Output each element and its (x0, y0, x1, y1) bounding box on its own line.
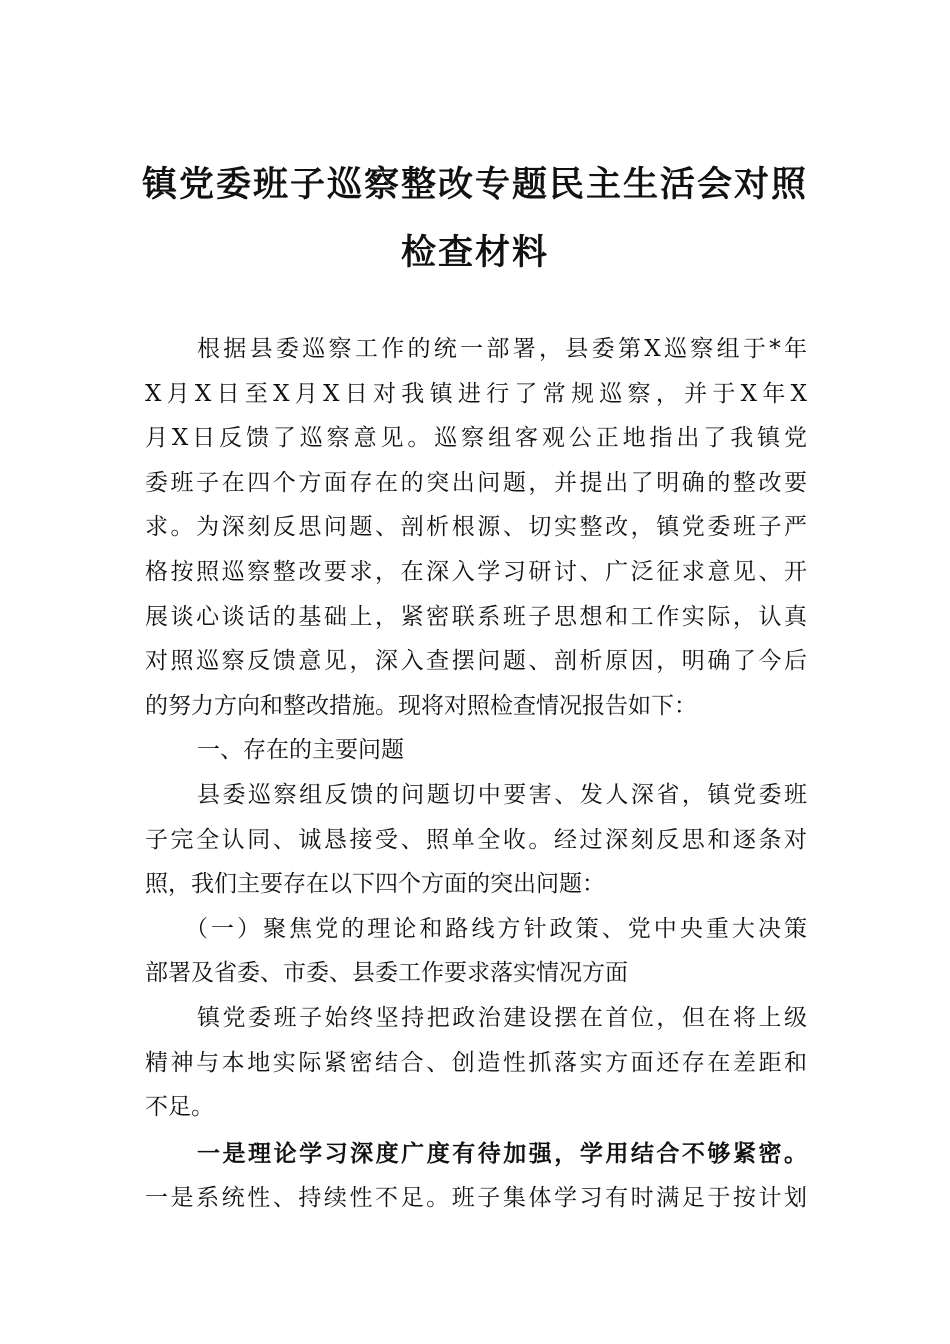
text-line: 的努力方向和整改措施。现将对照检查情况报告如下： (145, 692, 697, 719)
document-title-line-1: 镇党委班子巡察整改专题民主生活会对照 (141, 164, 808, 205)
section-paragraph (145, 773, 807, 907)
text-line: X月X日至X月X日对我镇进行了常规巡察，并于X年X (145, 380, 807, 407)
document-body (145, 327, 807, 1221)
text-line: 精神与本地实际紧密结合、创造性抓落实方面还存在差距和 (145, 1049, 807, 1076)
text-line: 一是系统性、持续性不足。班子集体学习有时满足于按计划 (145, 1185, 807, 1212)
text-line: 委班子在四个方面存在的突出问题，并提出了明确的整改要 (145, 469, 807, 496)
document-title-line-2: 检查材料 (400, 232, 549, 273)
subsection-heading (145, 907, 807, 996)
text-line: （一）聚焦党的理论和路线方针政策、党中央重大决策 (185, 915, 807, 942)
text-line: 子完全认同、诚恳接受、照单全收。经过深刻反思和逐条对 (145, 826, 807, 853)
text-line: 照，我们主要存在以下四个方面的突出问题： (145, 871, 605, 898)
text-line: 月X日反馈了巡察意见。巡察组客观公正地指出了我镇党 (145, 425, 807, 452)
text-line: 展谈心谈话的基础上，紧密联系班子思想和工作实际，认真 (145, 603, 807, 630)
section-heading: 一、存在的主要问题 (197, 737, 404, 764)
text-line: 镇党委班子始终坚持把政治建设摆在首位，但在将上级 (197, 1004, 807, 1031)
text-line: 根据县委巡察工作的统一部署，县委第X巡察组于*年 (197, 336, 807, 362)
text-line: 格按照巡察整改要求，在深入学习研讨、广泛征求意见、开 (145, 558, 807, 585)
text-line: 县委巡察组反馈的问题切中要害、发人深省，镇党委班 (197, 781, 807, 808)
text-line: 求。为深刻反思问题、剖析根源、切实整改，镇党委班子严 (145, 514, 807, 541)
subsection-paragraph (145, 996, 807, 1130)
intro-paragraph (145, 327, 807, 728)
point-heading: 一是理论学习深度广度有待加强，学用结合不够紧密。 (197, 1139, 807, 1167)
text-line: 对照巡察反馈意见，深入查摆问题、剖析原因，明确了今后 (145, 648, 807, 675)
text-line: 部署及省委、市委、县委工作要求落实情况方面 (145, 960, 628, 987)
text-line: 不足。 (145, 1094, 214, 1121)
